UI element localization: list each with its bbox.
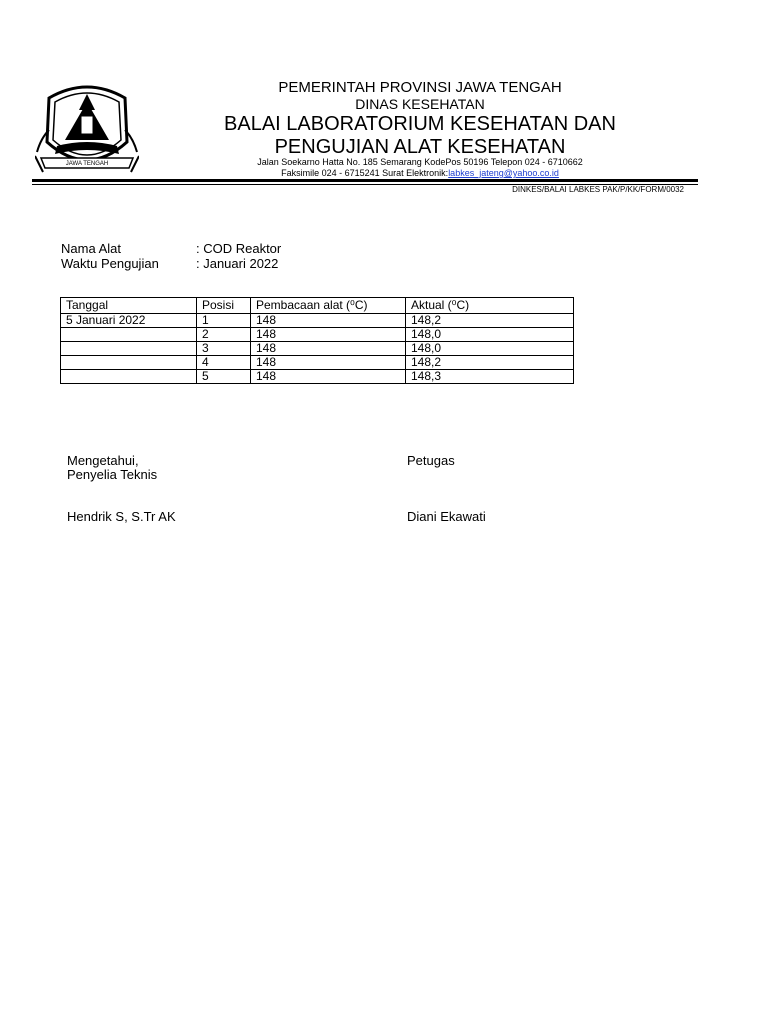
cell-reading: 148	[251, 328, 406, 342]
cell-actual: 148,0	[406, 342, 574, 356]
officer-name: Diani Ekawati	[407, 509, 486, 524]
email-link[interactable]: labkes_jateng@yahoo.co.id	[448, 168, 559, 178]
table-row	[61, 370, 574, 384]
cell-date	[61, 342, 197, 356]
province-emblem-logo	[35, 80, 139, 176]
cell-date: 5 Januari 2022	[61, 314, 197, 328]
cell-position: 4	[197, 356, 251, 370]
logo-text: JAWA TENGAH	[65, 161, 109, 167]
table-row	[61, 356, 574, 370]
cell-position: 1	[197, 314, 251, 328]
form-code: DINKES/BALAI LABKES PAK/P/KK/FORM/0032	[512, 185, 684, 194]
address-line: Jalan Soekarno Hatta No. 185 Semarang KodePos 50196 Telepon 024 - 6710662	[257, 157, 583, 167]
cell-position: 5	[197, 370, 251, 384]
fax-email-line	[150, 168, 690, 178]
test-time-value: : Januari 2022	[196, 256, 279, 271]
officer-role: Petugas	[407, 453, 455, 468]
supervisor-name: Hendrik S, S.Tr AK	[67, 509, 176, 524]
cell-position: 2	[197, 328, 251, 342]
cell-actual: 148,3	[406, 370, 574, 384]
table-row	[61, 328, 574, 342]
acknowledged-label: Mengetahui,	[67, 453, 139, 468]
cell-date	[61, 356, 197, 370]
header-divider-thick	[32, 179, 698, 182]
cell-date	[61, 328, 197, 342]
calibration-table	[60, 297, 574, 384]
header-position: Posisi	[197, 298, 251, 314]
cell-actual: 148,2	[406, 314, 574, 328]
government-heading: PEMERINTAH PROVINSI JAWA TENGAH	[278, 79, 562, 96]
header-actual: Aktual (⁰C)	[406, 298, 574, 314]
cell-reading: 148	[251, 370, 406, 384]
header-reading: Pembacaan alat (⁰C)	[251, 298, 406, 314]
table-row	[61, 342, 574, 356]
department-heading: DINAS KESEHATAN	[355, 96, 485, 112]
cell-actual: 148,0	[406, 328, 574, 342]
cell-actual: 148,2	[406, 356, 574, 370]
supervisor-role: Penyelia Teknis	[67, 467, 158, 482]
table-header-row	[61, 298, 574, 314]
cell-date	[61, 370, 197, 384]
header-date: Tanggal	[61, 298, 197, 314]
tool-name-value: : COD Reaktor	[196, 241, 282, 256]
institution-title-line1: BALAI LABORATORIUM KESEHATAN DAN	[224, 113, 616, 135]
cell-reading: 148	[251, 314, 406, 328]
fax-text: Faksimile 024 - 6715241 Surat Elektronik:	[281, 168, 449, 178]
cell-position: 3	[197, 342, 251, 356]
table-row	[61, 314, 574, 328]
test-time-label: Waktu Pengujian	[61, 256, 159, 271]
cell-reading: 148	[251, 342, 406, 356]
tool-name-label: Nama Alat	[61, 241, 121, 256]
cell-reading: 148	[251, 356, 406, 370]
institution-title-line2: PENGUJIAN ALAT KESEHATAN	[274, 136, 566, 158]
